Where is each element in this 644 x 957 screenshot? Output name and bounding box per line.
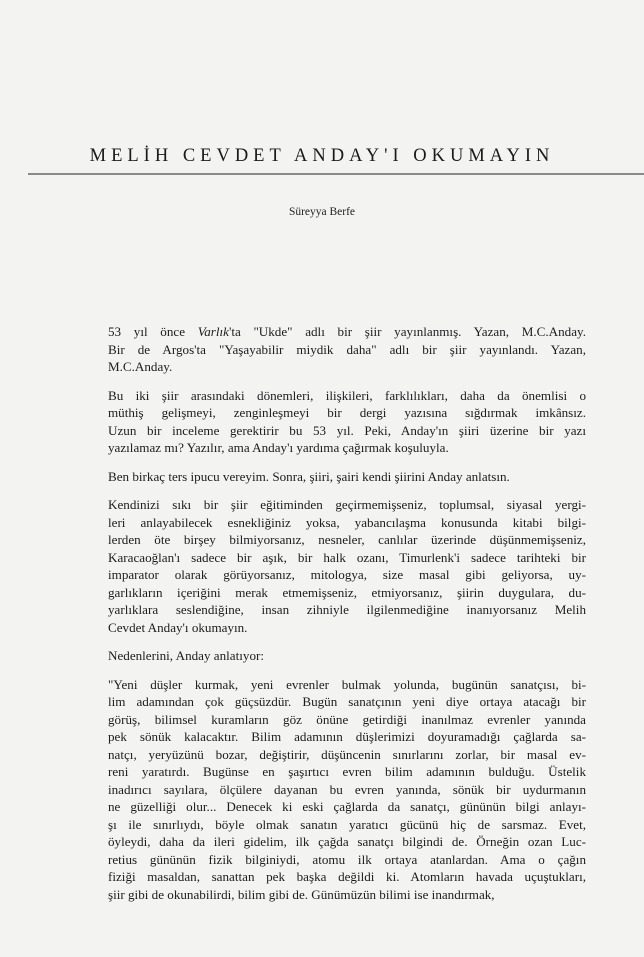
text-run: 53 yıl önce [108, 324, 198, 339]
paragraph [108, 387, 586, 457]
paragraph [108, 647, 586, 665]
text-line: imparator olarak görüyorsanız, mitologya, size masal gibi geliyorsa, uy- [108, 567, 586, 582]
text-line: Uzun bir inceleme gerektirir bu 53 yıl. Peki, Anday'ın şiiri üzerine bir yazı [108, 422, 586, 438]
text-line: "Yeni düşler kurmak, yeni evrenler bulmak yolunda, bugünün sanatçısı, bi- [108, 676, 586, 692]
text-line: garlıkların içeriğini merak etmemişseniz, etmiyorsanız, şiirin duygulara, du- [108, 584, 586, 600]
text-line: Cevdet Anday'ı okumayın. [108, 619, 248, 635]
text-line: reni yaratırdı. Bugünse en şaşırtıcı evren bilim adamının bulduğu. Üstelik [108, 764, 586, 779]
paragraph [108, 323, 586, 376]
text-line: natçı, yeryüzünü bozar, değiştirir, düşüncenin sınırlarını zorlar, bir masal ev- [108, 746, 586, 762]
text-line: Ben birkaç ters ipucu vereyim. Sonra, şiiri, şairi kendi şiirini Anday anlatsın. [108, 468, 510, 484]
text-line: Karacaoğlan'ı sadece bir aşık, bir halk ozanı, Timurlenk'i sadece tarihteki bir [108, 549, 586, 565]
text-run: 'ta "Ukde" adlı bir şiir yayınlanmış. Yazan, M.C.Anday. [228, 324, 586, 339]
text-line: şiir gibi de okunabilirdi, bilim gibi de. Günümüzün bilimi ise inandırmak, [108, 886, 495, 902]
text-line: ne güzelliği olur... Denecek ki eski çağlarda da sanatçı, gününün bilgi anlayı- [108, 799, 586, 814]
text-line: Bu iki şiir arasındaki dönemleri, ilişkileri, farklılıkları, daha da önemlisi o [108, 387, 586, 403]
text-line: öyleydi, daha da ileri gidelim, ilk çağda sanatçı bilgindi de. Örneğin ozan Luc- [108, 834, 586, 849]
title-divider [28, 173, 644, 175]
article-title: MELİH CEVDET ANDAY'I OKUMAYIN [89, 146, 555, 166]
text-line: görüş, bilimsel kuramların göz önüne getirdiği inanılmaz evrenler yanında [108, 711, 586, 727]
text-line: şı ile sınırlıydı, böyle olmak sanatın yaratıcı gücünü hiç de sarsmaz. Evet, [108, 816, 586, 832]
text-line: yarlıklara seslendiğine, insan zihniyle ilgilenmediğine inanıyorsanız Melih [108, 602, 586, 617]
author-name: Süreyya Berfe [288, 206, 356, 218]
text-line: inadırıcı sayılara, ölçülere dayanan bu evren yanında, sönük bir uydurmanın [108, 781, 586, 797]
italic-title: Varlık [197, 324, 229, 339]
text-line: M.C.Anday. [108, 359, 173, 374]
text-line: pek sönük kalacaktır. Bilim adamının düşlerimizi doyuramadığı çağlarda sa- [108, 729, 586, 744]
text-line: lerden öte birşey bilmiyorsanız, nesneler, canlılar üzerinde düşünmemişseniz, [108, 532, 586, 547]
text-line: Kendinizi sıkı bir şiir eğitiminden geçirmemişseniz, toplumsal, siyasal yergi- [108, 497, 586, 512]
paragraph [108, 496, 586, 636]
paragraph [108, 676, 586, 904]
text-line [108, 323, 586, 341]
text-line: müthiş gelişmeyi, zenginleşmeyi bir dergi yazısına sığdırmak imkânsız. [108, 405, 586, 420]
text-line: Bir de Argos'ta "Yaşayabilir miydik daha" adlı bir şiir yayınlandı. Yazan, [108, 341, 586, 357]
text-line: yazılamaz mı? Yazılır, ama Anday'ı yardıma çağırmak koşuluyla. [108, 440, 449, 455]
text-line: leri anlayabilecek esnekliğiniz yoksa, yabancılaşma konusunda kitabi bilgi- [108, 514, 586, 530]
text-line: lim adamından çok güçsüzdür. Bugün sanatçının yeni diye ortaya atacağı bir [108, 694, 586, 709]
paragraph [108, 468, 586, 486]
text-line: fiziği masaldan, sanattan pek başka değildi ki. Atomların havada uçuştukları, [108, 869, 586, 884]
text-line: retius gününün fizik bilginiydi, atomu ilk ortaya atanlardan. Ama o çağın [108, 851, 586, 867]
text-line: Nedenlerini, Anday anlatıyor: [108, 648, 264, 663]
article-body [108, 323, 586, 914]
